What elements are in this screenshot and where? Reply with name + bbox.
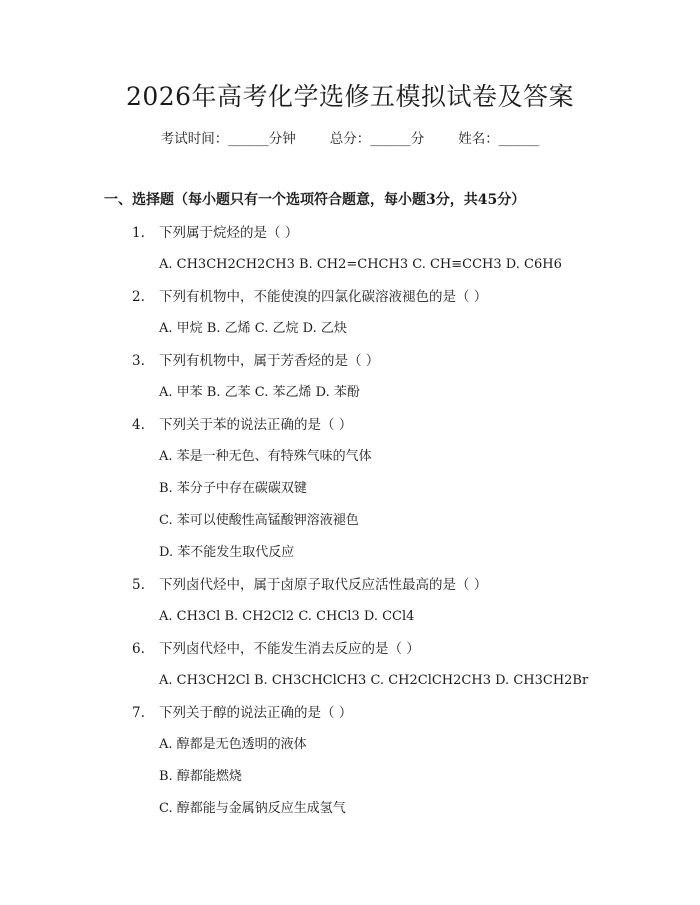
question-number: 6. bbox=[132, 641, 145, 657]
question-4 bbox=[132, 414, 352, 436]
question-2-options: A. 甲烷 B. 乙烯 C. 乙烷 D. 乙炔 bbox=[159, 321, 347, 336]
question-text: 下列关于苯的说法正确的是（ ） bbox=[159, 417, 353, 433]
question-5-options: A. CH3Cl B. CH2Cl2 C. CHCl3 D. CCl4 bbox=[159, 609, 415, 624]
question-number: 2. bbox=[132, 289, 145, 305]
question-1-options: A. CH3CH2CH2CH3 B. CH2=CHCH3 C. CH≡CCH3 D. C6H6 bbox=[159, 257, 562, 272]
question-number: 3. bbox=[132, 353, 145, 369]
question-text: 下列有机物中，属于芳香烃的是（ ） bbox=[159, 353, 380, 369]
question-4-option-d: D. 苯不能发生取代反应 bbox=[159, 545, 295, 560]
page-title: 2026年高考化学选修五模拟试卷及答案 bbox=[125, 82, 575, 111]
question-7-option-a: A. 醇都是无色透明的液体 bbox=[159, 737, 307, 752]
exam-time-field: 考试时间：______分钟 bbox=[160, 131, 296, 147]
question-4-option-c: C. 苯可以使酸性高锰酸钾溶液褪色 bbox=[159, 513, 359, 528]
question-number: 1. bbox=[132, 225, 145, 241]
question-number: 4. bbox=[132, 417, 145, 433]
question-number: 7. bbox=[132, 705, 145, 721]
question-3 bbox=[132, 350, 379, 372]
question-6-options: A. CH3CH2Cl B. CH3CHClCH3 C. CH2ClCH2CH3 D. CH3CH2Br bbox=[159, 673, 589, 688]
question-4-option-a: A. 苯是一种无色、有特殊气味的气体 bbox=[159, 449, 372, 464]
question-text: 下列有机物中，不能使溴的四氯化碳溶液褪色的是（ ） bbox=[159, 289, 488, 305]
student-name-field: 姓名：______ bbox=[458, 131, 540, 147]
question-text: 下列卤代烃中，属于卤原子取代反应活性最高的是（ ） bbox=[159, 577, 488, 593]
question-4-option-b: B. 苯分子中存在碳碳双键 bbox=[159, 481, 307, 496]
question-text: 下列关于醇的说法正确的是（ ） bbox=[159, 705, 353, 721]
total-score-field: 总分：______分 bbox=[329, 131, 425, 147]
question-number: 5. bbox=[132, 577, 145, 593]
question-7-option-c: C. 醇都能与金属钠反应生成氢气 bbox=[159, 801, 346, 816]
question-2 bbox=[132, 286, 487, 308]
question-text: 下列属于烷烃的是（ ） bbox=[159, 225, 299, 241]
section-heading: 一、选择题（每小题只有一个选项符合题意，每小题3分，共45分） bbox=[104, 192, 526, 208]
exam-info-line bbox=[0, 128, 700, 150]
question-7-option-b: B. 醇都能燃烧 bbox=[159, 769, 242, 784]
question-6 bbox=[132, 638, 420, 660]
question-5 bbox=[132, 574, 487, 596]
question-text: 下列卤代烃中，不能发生消去反应的是（ ） bbox=[159, 641, 420, 657]
question-1 bbox=[132, 222, 298, 244]
question-3-options: A. 甲苯 B. 乙苯 C. 苯乙烯 D. 苯酚 bbox=[159, 385, 360, 400]
question-7 bbox=[132, 702, 352, 724]
